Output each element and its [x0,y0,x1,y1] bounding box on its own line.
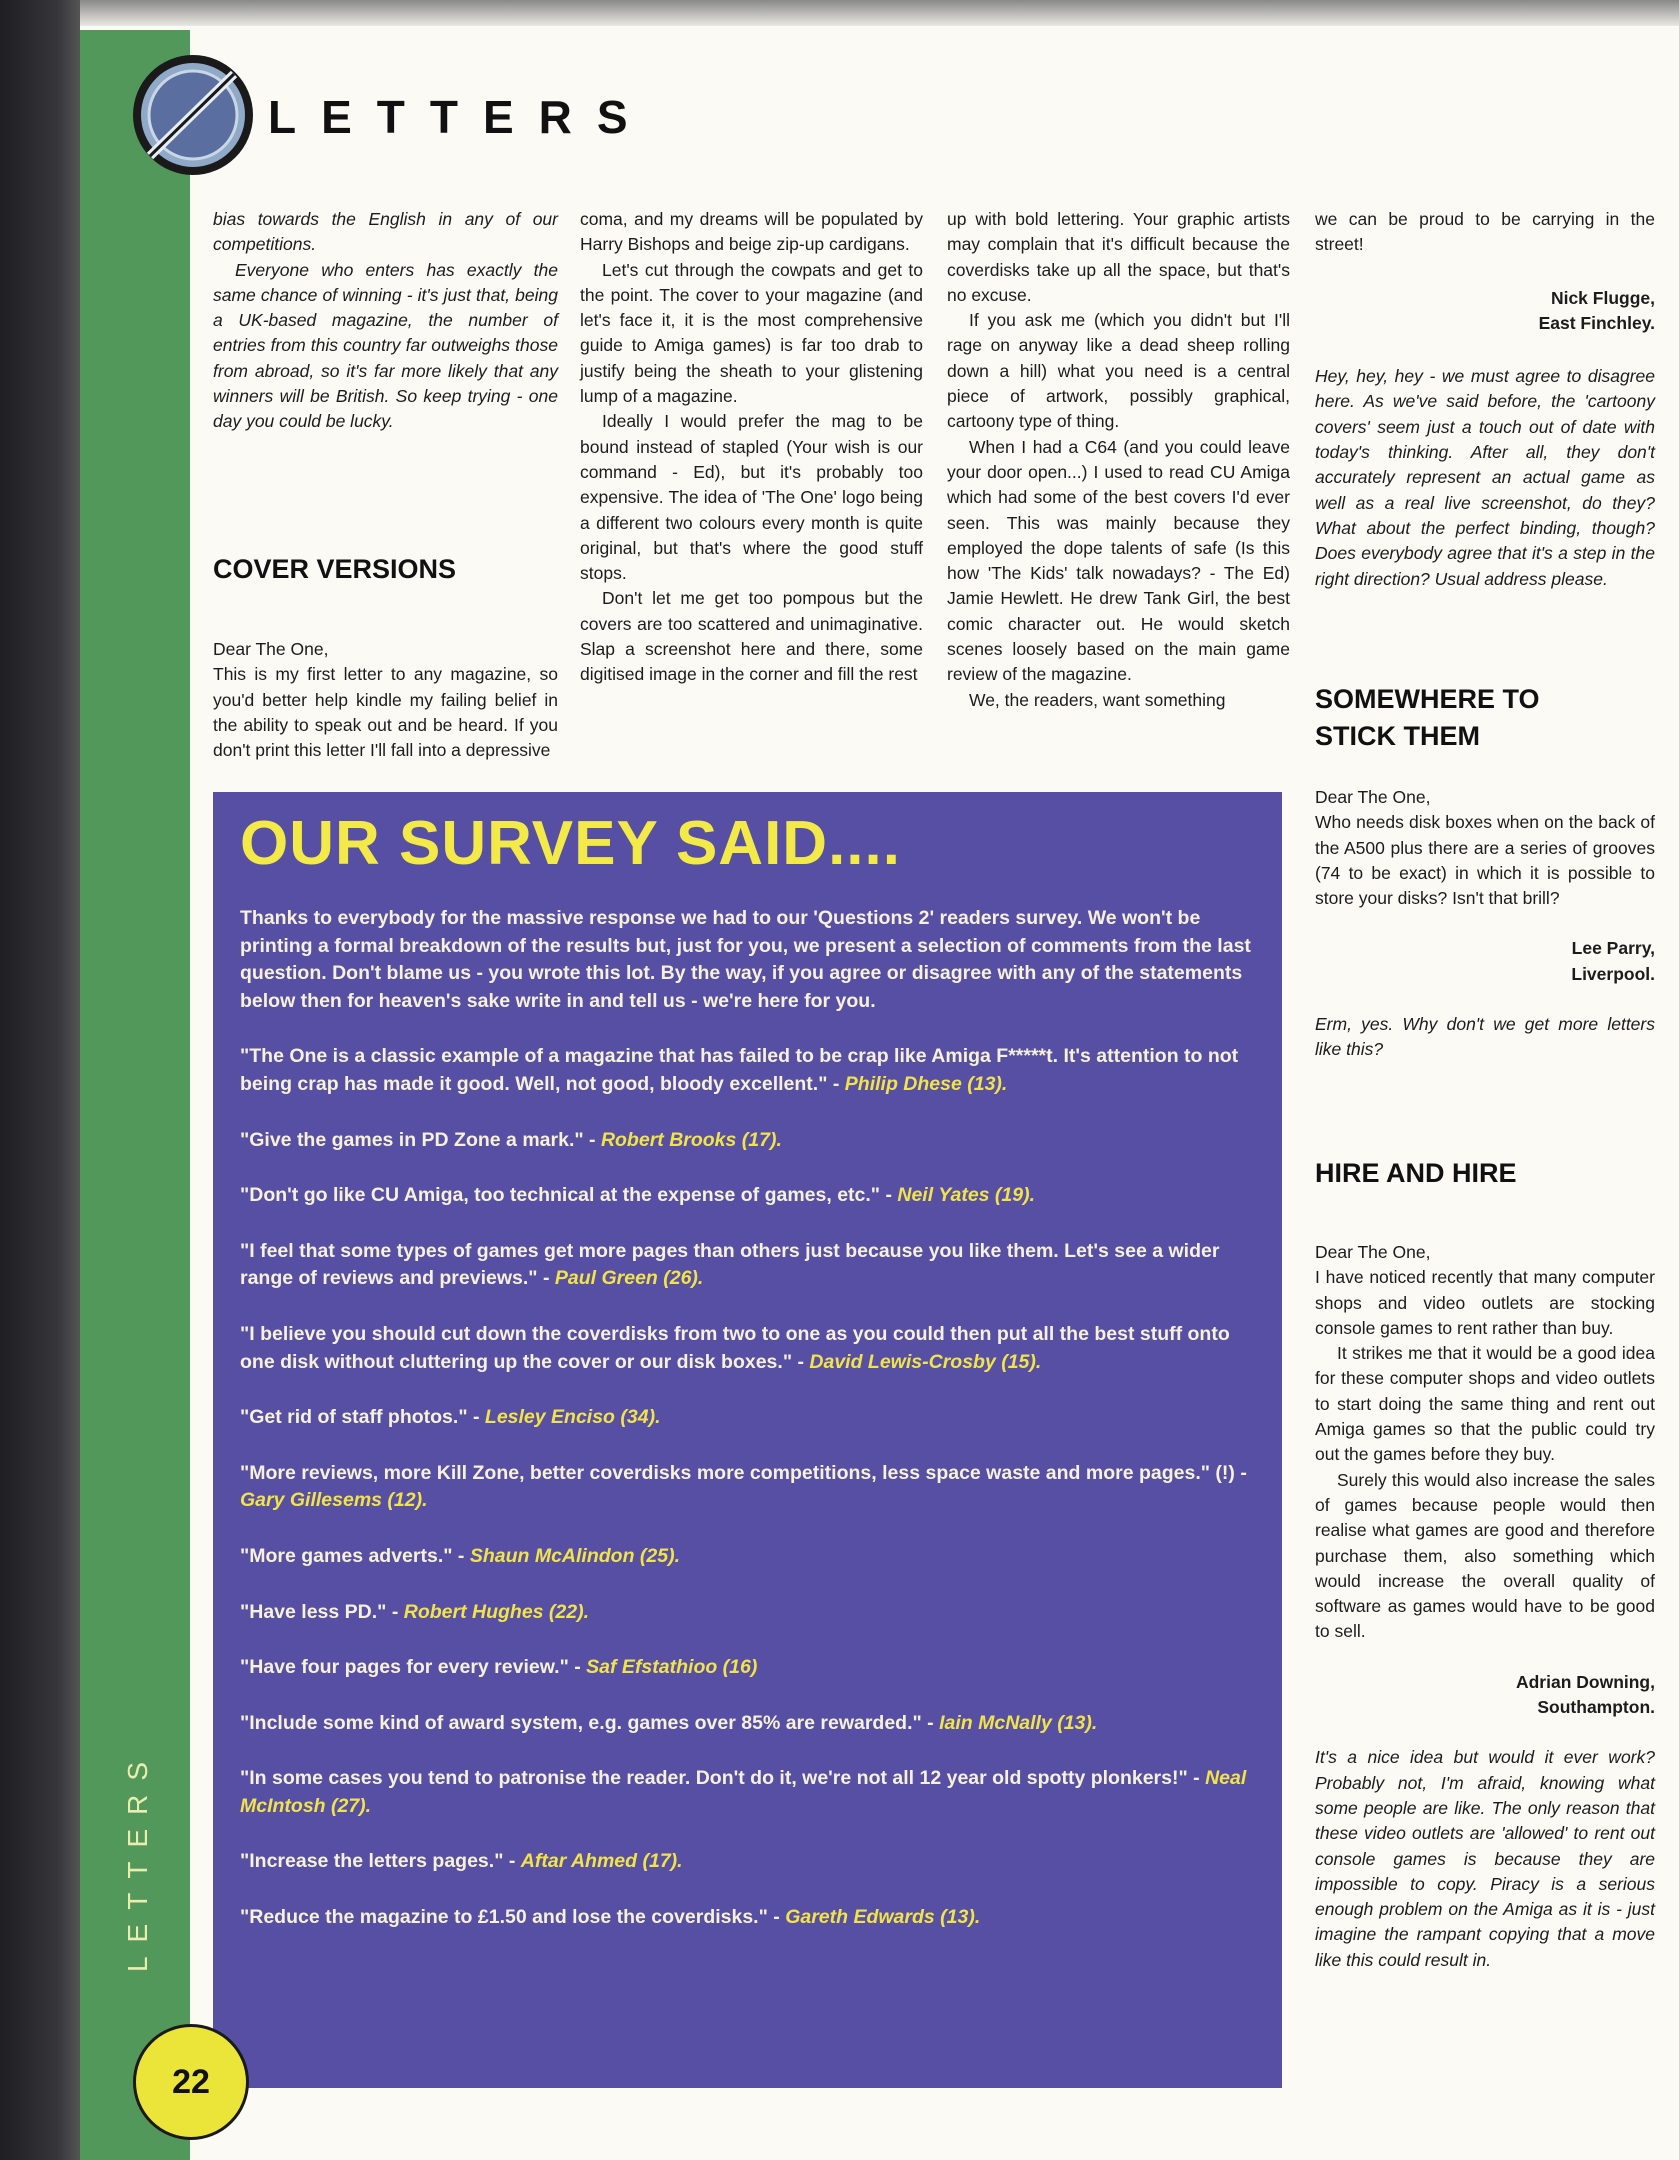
quote-text: "Reduce the magazine to £1.50 and lose the coverdisks." - [240,1906,780,1929]
page-number: 22 [133,2024,249,2140]
quote-author: Neil Yates (19). [897,1184,1036,1207]
signature-name: Nick Flugge, [1550,287,1655,308]
quote-text: "Include some kind of award system, e.g. games over 85% are rewarded." - [240,1711,934,1734]
letter-paragraph: Let's cut through the cowpats and get to the point. The cover to your magazine (and let's face it, it is the most comprehensive guide to Amiga games) is far too drab to justify being the sheath to your glistening lump of a magazine. [580,259,923,407]
heading-line: STICK THEM [1315,721,1480,751]
survey-quote [240,1182,1266,1210]
column-1-letter [213,637,558,763]
survey-quote [240,1043,1266,1098]
signature-place: Southampton. [1537,1697,1655,1718]
survey-quote [240,1127,1266,1155]
quote-text: "More reviews, more Kill Zone, better coverdisks more competitions, less space waste and more pages." (!) - [240,1461,1247,1484]
letter-paragraph: We, the readers, want something [969,689,1226,710]
salutation: Dear The One, [213,639,329,659]
signature-name: Lee Parry, [1571,938,1655,959]
survey-title: OUR SURVEY SAID.... [240,809,901,878]
letter-paragraph: coma, and my dreams will be populated by Harry Bishops and beige zip-up cardigans. [580,209,923,255]
quote-text: "Give the games in PD Zone a mark." - [240,1128,596,1151]
reply-continued: bias towards the English in any of our competitions. [213,209,558,255]
quote-author: Saf Efstathioo (16) [586,1656,758,1679]
column-4-mid [1315,785,1655,1063]
quote-author: Lesley Enciso (34). [484,1406,661,1429]
quote-author: Gareth Edwards (13). [785,1906,981,1929]
quote-text: "I feel that some types of games get more pages than others just because you like them. Let's see a wider range of reviews and previews." - [240,1239,1220,1290]
survey-quote [240,1238,1266,1293]
quote-text: "Have less PD." - [240,1600,399,1623]
survey-intro: Thanks to everybody for the massive response we had to our 'Questions 2' readers survey. We won't be printing a formal breakdown of the results but, just for you, we present a selection of comments from the last question. Don't blame us - you wrote this lot. By the way, if you agree or disagree with any of the statements below then for heaven's sake write in and tell us - we're here for you. [240,907,1251,1012]
quote-author: Philip Dhese (13). [844,1072,1008,1095]
page-top-edge [0,0,1679,26]
survey-quote [240,1904,1266,1932]
letter-paragraph: Surely this would also increase the sales of games because people would then realise what games are good and therefore purchase them, also something which would increase the overall quality of software as games would have to be good to sell. [1315,1469,1655,1642]
letter-paragraph: Don't let me get too pompous but the covers are too scattered and unimaginative. Slap a screenshot here and there, some digitised image in the corner and fill the rest [580,588,923,685]
survey-body [240,905,1266,1960]
letter-paragraph: This is my first letter to any magazine, so you'd better help kindle my failing belief in the ability to speak out and be heard. If you don't print this letter I'll fall into a depressive [213,664,558,761]
letters-logo-icon [130,52,256,178]
signature-place: East Finchley. [1538,312,1655,333]
salutation: Dear The One, [1315,787,1431,807]
heading-hire-and-hire: HIRE AND HIRE [1315,1158,1517,1188]
column-4-bottom [1315,1240,1655,1973]
letter-paragraph: I have noticed recently that many computer shops and video outlets are stocking console games to rent rather than buy. [1315,1267,1655,1338]
reply-paragraph: Everyone who enters has exactly the same chance of winning - it's just that, being a UK-based magazine, the number of entries from this country far outweighs those from abroad, so it's far more likely that any winners will be British. So keep trying - one day you could be lucky. [213,259,558,432]
quote-author: Gary Gillesems (12). [240,1489,428,1512]
binding-shadow [0,0,80,2160]
letter-paragraph: It strikes me that it would be a good idea for these computer shops and video outlets to start doing the same thing and rent out Amiga games so that the public could try out the games before they buy. [1315,1343,1655,1465]
signature-name: Adrian Downing, [1515,1671,1655,1692]
editor-reply: Erm, yes. Why don't we get more letters like this? [1315,1014,1655,1060]
column-2 [580,207,923,688]
quote-text: "I believe you should cut down the coverdisks from two to one as you could then put all the best stuff onto one disk without cluttering up the cover or our disk boxes." - [240,1322,1230,1373]
quote-text: "Don't go like CU Amiga, too technical at the expense of games, etc." - [240,1184,892,1207]
survey-quote [240,1460,1266,1515]
heading-line: SOMEWHERE TO [1315,684,1540,714]
side-tag: LETTERS [122,1747,153,1973]
letter-paragraph: we can be proud to be carrying in the street! [1315,209,1655,255]
survey-quote [240,1543,1266,1571]
quote-author: Robert Hughes (22). [403,1600,590,1623]
quote-author: Neal McIntosh (27). [240,1767,1247,1817]
quote-text: "In some cases you tend to patronise the reader. Don't do it, we're not all 12 year old spotty plonkers!" - [240,1767,1200,1790]
survey-quote [240,1710,1266,1738]
survey-quote [240,1404,1266,1432]
signature-place: Liverpool. [1571,963,1655,984]
survey-quote [240,1599,1266,1627]
quote-text: "The One is a classic example of a magazine that has failed to be crap like Amiga F*****t. It's attention to not being crap has made it good. Well, not good, bloody excellent." - [240,1045,1239,1095]
quote-text: "Increase the letters pages." - [240,1850,516,1873]
quote-author: Robert Brooks (17). [600,1128,782,1151]
letter-paragraph: When I had a C64 (and you could leave your door open...) I used to read CU Amiga which had some of the best covers I'd ever seen. This was mainly because they employed the dope talents of safe (Is this how 'The Kids' talk nowadays? - The Ed) Jamie Hewlett. He drew Tank Girl, the best comic character out. He would sketch scenes loosely based on the main game review of the magazine. [947,436,1290,685]
column-1 [213,207,558,435]
column-3 [947,207,1290,713]
survey-quote [240,1321,1266,1376]
quote-author: Iain McNally (13). [939,1711,1098,1734]
letter-paragraph: up with bold lettering. Your graphic artists may complain that it's difficult because the coverdisks take up all the space, but that's no excuse. [947,209,1290,305]
salutation: Dear The One, [1315,1242,1431,1262]
letter-paragraph: Ideally I would prefer the mag to be bound instead of stapled (Your wish is our command - Ed), but it's probably too expensive. The idea of 'The One' logo being a different two colours every month is quite original, but that's where the good stuff stops. [580,411,923,584]
letter-paragraph: If you ask me (which you didn't but I'll rage on anyway like a dead sheep rolling down a hill) what you need is a central piece of artwork, possibly graphical, cartoony type of thing. [947,310,1290,432]
quote-text: "Get rid of staff photos." - [240,1406,480,1429]
quote-author: Aftar Ahmed (17). [520,1850,683,1873]
survey-quote [240,1848,1266,1876]
editor-reply: Hey, hey, hey - we must agree to disagree here. As we've said before, the 'cartoony covers' seem just a touch out of date with today's thinking. After all, they don't accurately represent an actual game as well as a real live screenshot, do they? What about the perfect binding, though? Does everybody agree that it's a step in the right direction? Usual address please. [1315,366,1655,589]
heading-somewhere-to-stick-them [1315,681,1540,755]
quote-text: "Have four pages for every review." - [240,1656,581,1679]
heading-cover-versions: COVER VERSIONS [213,554,457,584]
editor-reply: It's a nice idea but would it ever work? Probably not, I'm afraid, knowing what some people are like. The only reason that these video outlets are 'allowed' to rent out console games is because they are impossible to copy. Piracy is a serious enough problem on the Amiga as it is - just imagine the rampant copying that a move like this could result in. [1315,1747,1655,1970]
survey-quote [240,1654,1266,1682]
column-4-top [1315,207,1655,592]
letter-paragraph: Who needs disk boxes when on the back of the A500 plus there are a series of grooves (74 to be exact) in which it is possible to store your disks? Isn't that brill? [1315,812,1655,909]
quote-author: David Lewis-Crosby (15). [809,1350,1042,1373]
page-title: LETTERS [268,91,653,143]
quote-author: Paul Green (26). [554,1267,704,1290]
quote-author: Shaun McAlindon (25). [469,1544,680,1567]
survey-quote [240,1765,1266,1820]
quote-text: "More games adverts." - [240,1544,465,1567]
